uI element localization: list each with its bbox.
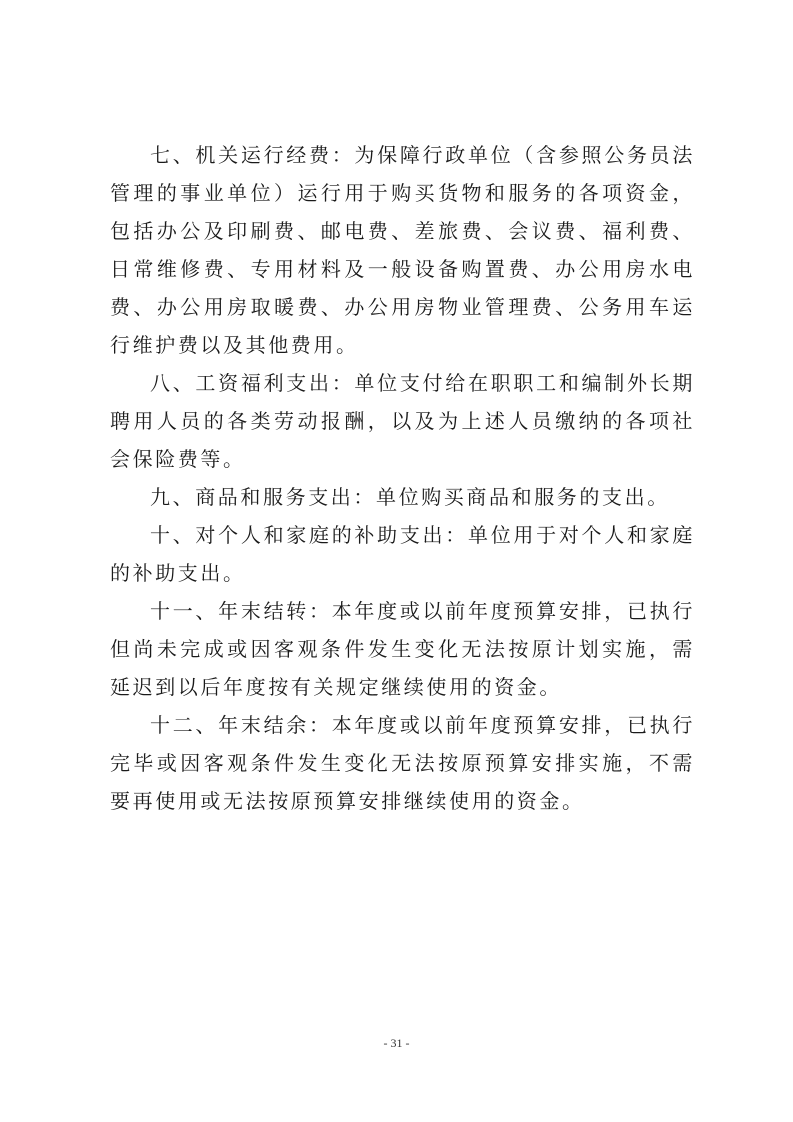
paragraph-9-goods-services: 九、商品和服务支出：单位购买商品和服务的支出。 [150, 485, 670, 509]
paragraph-11-year-end-carryover: 十一、年末结转：本年度或以前年度预算安排，已执行但尚未完成或因客观条件发生变化无法按原计划实施，需延迟到以后年度按有关规定继续使用的资金。 [110, 599, 695, 699]
paragraph-10-subsidies: 十、对个人和家庭的补助支出：单位用于对个人和家庭的补助支出。 [110, 523, 695, 585]
paragraph-12-year-end-balance: 十二、年末结余：本年度或以前年度预算安排，已执行完毕或因客观条件发生变化无法按原预算安排实施，不需要再使用或无法按原预算安排继续使用的资金。 [110, 713, 695, 813]
paragraph-7-operating-expenses: 七、机关运行经费：为保障行政单位（含参照公务员法管理的事业单位）运行用于购买货物和服务的各项资金，包括办公及印刷费、邮电费、差旅费、会议费、福利费、日常维修费、专用材料及一般设备购置费、办公用房水电费、办公用房取暖费、办公用房物业管理费、公务用车运行维护费以及其他费用。 [110, 143, 695, 357]
body-text [110, 136, 695, 820]
paragraph-8-wage-welfare: 八、工资福利支出：单位支付给在职职工和编制外长期聘用人员的各类劳动报酬，以及为上述人员缴纳的各项社会保险费等。 [110, 371, 695, 471]
page-number: - 31 - [383, 1036, 410, 1050]
